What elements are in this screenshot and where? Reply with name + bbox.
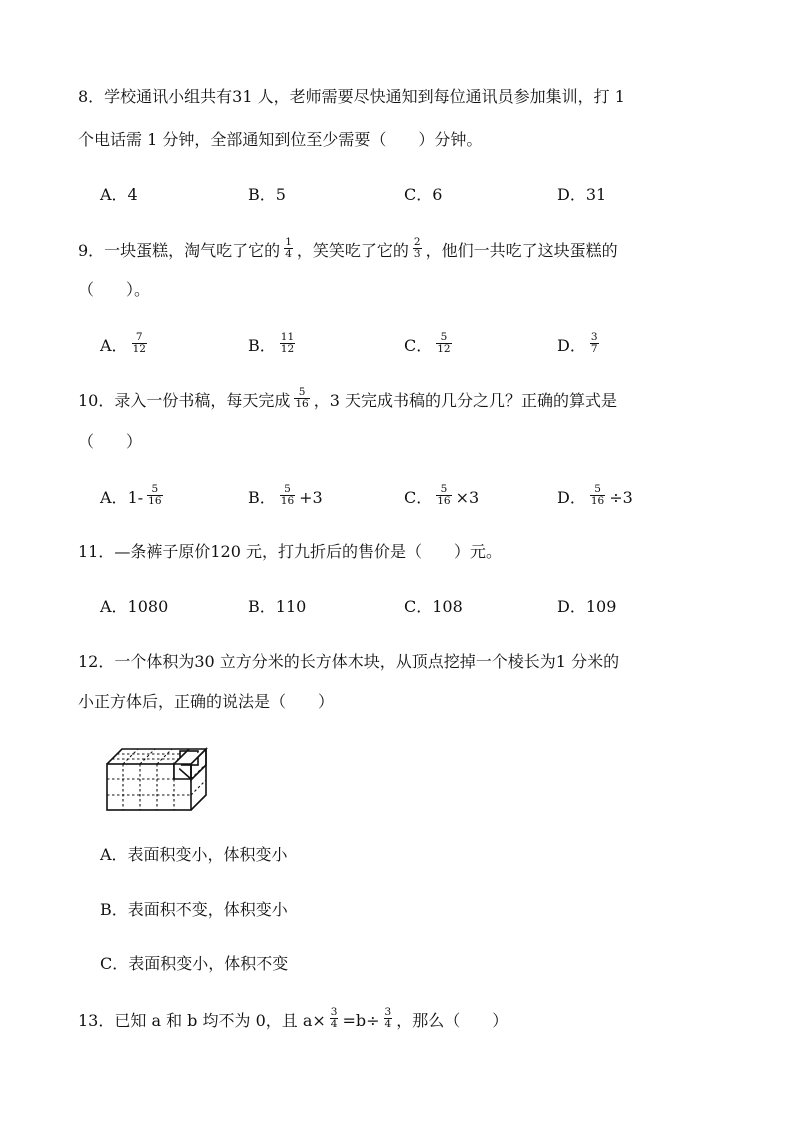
fraction-denominator: 12: [280, 343, 295, 355]
option-post: ×3: [455, 488, 480, 507]
fraction-numerator: 1: [285, 236, 292, 248]
fraction-numerator: 5: [298, 386, 306, 398]
fraction-numerator: 5: [440, 331, 448, 343]
fraction-numerator: 3: [384, 1006, 392, 1018]
option-pre: 1-: [127, 488, 144, 507]
fraction-denominator: 4: [384, 1018, 392, 1030]
option-fraction: [280, 332, 295, 355]
fraction-denominator: 4: [330, 1018, 338, 1030]
q11-option-b[interactable]: B．110: [248, 597, 307, 616]
q10-text-post: ，3 天完成书稿的几分之几？正确的算式是: [313, 391, 618, 410]
q9-text-post: ，他们一共吃了这块蛋糕的: [425, 241, 618, 260]
fraction-denominator: 16: [295, 398, 309, 410]
option-fraction: [280, 484, 295, 507]
option-fraction: [132, 332, 147, 355]
option-fraction: [590, 484, 605, 507]
q8-option-c[interactable]: C．6: [404, 185, 443, 204]
fraction-denominator: 16: [148, 495, 162, 507]
q9-text-mid: ，笑笑吃了它的: [296, 241, 409, 260]
fraction-denominator: 16: [437, 495, 451, 507]
option-letter: B．: [248, 488, 276, 507]
q10-line2: （ ）: [78, 432, 143, 451]
fraction-denominator: 7: [590, 343, 598, 355]
option-fraction: [436, 484, 451, 507]
q10-text-pre: 10．录入一份书稿，每天完成: [78, 391, 291, 410]
fraction-denominator: 16: [280, 495, 295, 507]
fraction-numerator: 2: [413, 236, 421, 248]
q12-option-a[interactable]: A．表面积变小，体积变小: [100, 845, 288, 864]
option-fraction: [590, 332, 599, 355]
q13-line1: [78, 1006, 509, 1033]
option-letter: C．: [404, 336, 433, 355]
q11-option-d[interactable]: D．109: [557, 597, 617, 616]
q9-fraction-2: [413, 237, 422, 260]
q12-option-b[interactable]: B．表面积不变，体积变小: [100, 900, 288, 919]
q10-option-c[interactable]: [404, 483, 480, 510]
q8-option-b[interactable]: B．5: [248, 185, 286, 204]
fraction-numerator: 5: [594, 483, 601, 495]
q10-option-a[interactable]: [100, 483, 167, 510]
option-post: ÷3: [609, 488, 633, 507]
fraction-denominator: 4: [285, 248, 292, 260]
fraction-denominator: 3: [413, 248, 421, 260]
q9-text-pre: 9．一块蛋糕，淘气吃了它的: [78, 241, 281, 260]
q13-fraction-1: [330, 1007, 339, 1030]
fraction-denominator: 16: [590, 495, 605, 507]
fraction-numerator: 5: [151, 483, 159, 495]
fraction-numerator: 7: [135, 331, 143, 343]
fraction-numerator: 11: [280, 331, 295, 343]
q10-fraction-1: [294, 387, 309, 410]
option-letter: A．: [100, 488, 128, 507]
option-letter: C．: [404, 488, 433, 507]
fraction-numerator: 3: [590, 331, 598, 343]
q9-line2: （ ）。: [78, 280, 151, 299]
fraction-numerator: 5: [284, 483, 291, 495]
fraction-denominator: 12: [437, 343, 451, 355]
q8-option-d[interactable]: D．31: [557, 185, 607, 204]
fraction-numerator: 5: [440, 483, 448, 495]
q8-line2: 个电话需 1 分钟，全部通知到位至少需要（ ）分钟。: [78, 130, 483, 149]
q9-option-b[interactable]: [248, 331, 299, 358]
option-post: +3: [299, 488, 323, 507]
q13-fraction-2: [384, 1007, 393, 1030]
option-letter: B．: [248, 336, 276, 355]
q11-line1: 11．—条裤子原价120 元，打九折后的售价是（ ）元。: [78, 542, 502, 561]
q13-text-pre: 13．已知 a 和 b 均不为 0，且 a×: [78, 1011, 326, 1030]
option-letter: D．: [557, 336, 586, 355]
q9-option-d[interactable]: [557, 331, 603, 358]
q8-line1: 8．学校通讯小组共有31 人，老师需要尽快通知到每位通讯员参加集训，打 1: [78, 87, 625, 106]
option-letter: D．: [557, 488, 586, 507]
q12-option-c[interactable]: C．表面积变小，体积不变: [100, 954, 289, 973]
cuboid-figure: [104, 745, 212, 813]
q10-line1: [78, 386, 618, 413]
option-fraction: [436, 332, 451, 355]
q9-option-c[interactable]: [404, 331, 456, 358]
q11-option-c[interactable]: C．108: [404, 597, 463, 616]
q8-option-a[interactable]: A．4: [100, 185, 138, 204]
q13-text-post: ，那么（ ）: [396, 1011, 509, 1030]
q9-fraction-1: [284, 237, 293, 260]
q12-line2: 小正方体后，正确的说法是（ ）: [78, 692, 335, 711]
q10-option-b[interactable]: [248, 483, 323, 510]
option-fraction: [147, 484, 162, 507]
q13-text-mid: =b÷: [342, 1011, 380, 1030]
q9-line1: [78, 236, 618, 263]
q11-option-a[interactable]: A．1080: [100, 597, 169, 616]
q12-line1: 12．一个体积为30 立方分米的长方体木块，从顶点挖掉一个棱长为1 分米的: [78, 652, 620, 671]
fraction-numerator: 3: [330, 1006, 338, 1018]
q10-option-d[interactable]: [557, 483, 633, 510]
fraction-denominator: 12: [132, 343, 146, 355]
q9-option-a[interactable]: [100, 331, 151, 358]
option-letter: A．: [100, 336, 128, 355]
